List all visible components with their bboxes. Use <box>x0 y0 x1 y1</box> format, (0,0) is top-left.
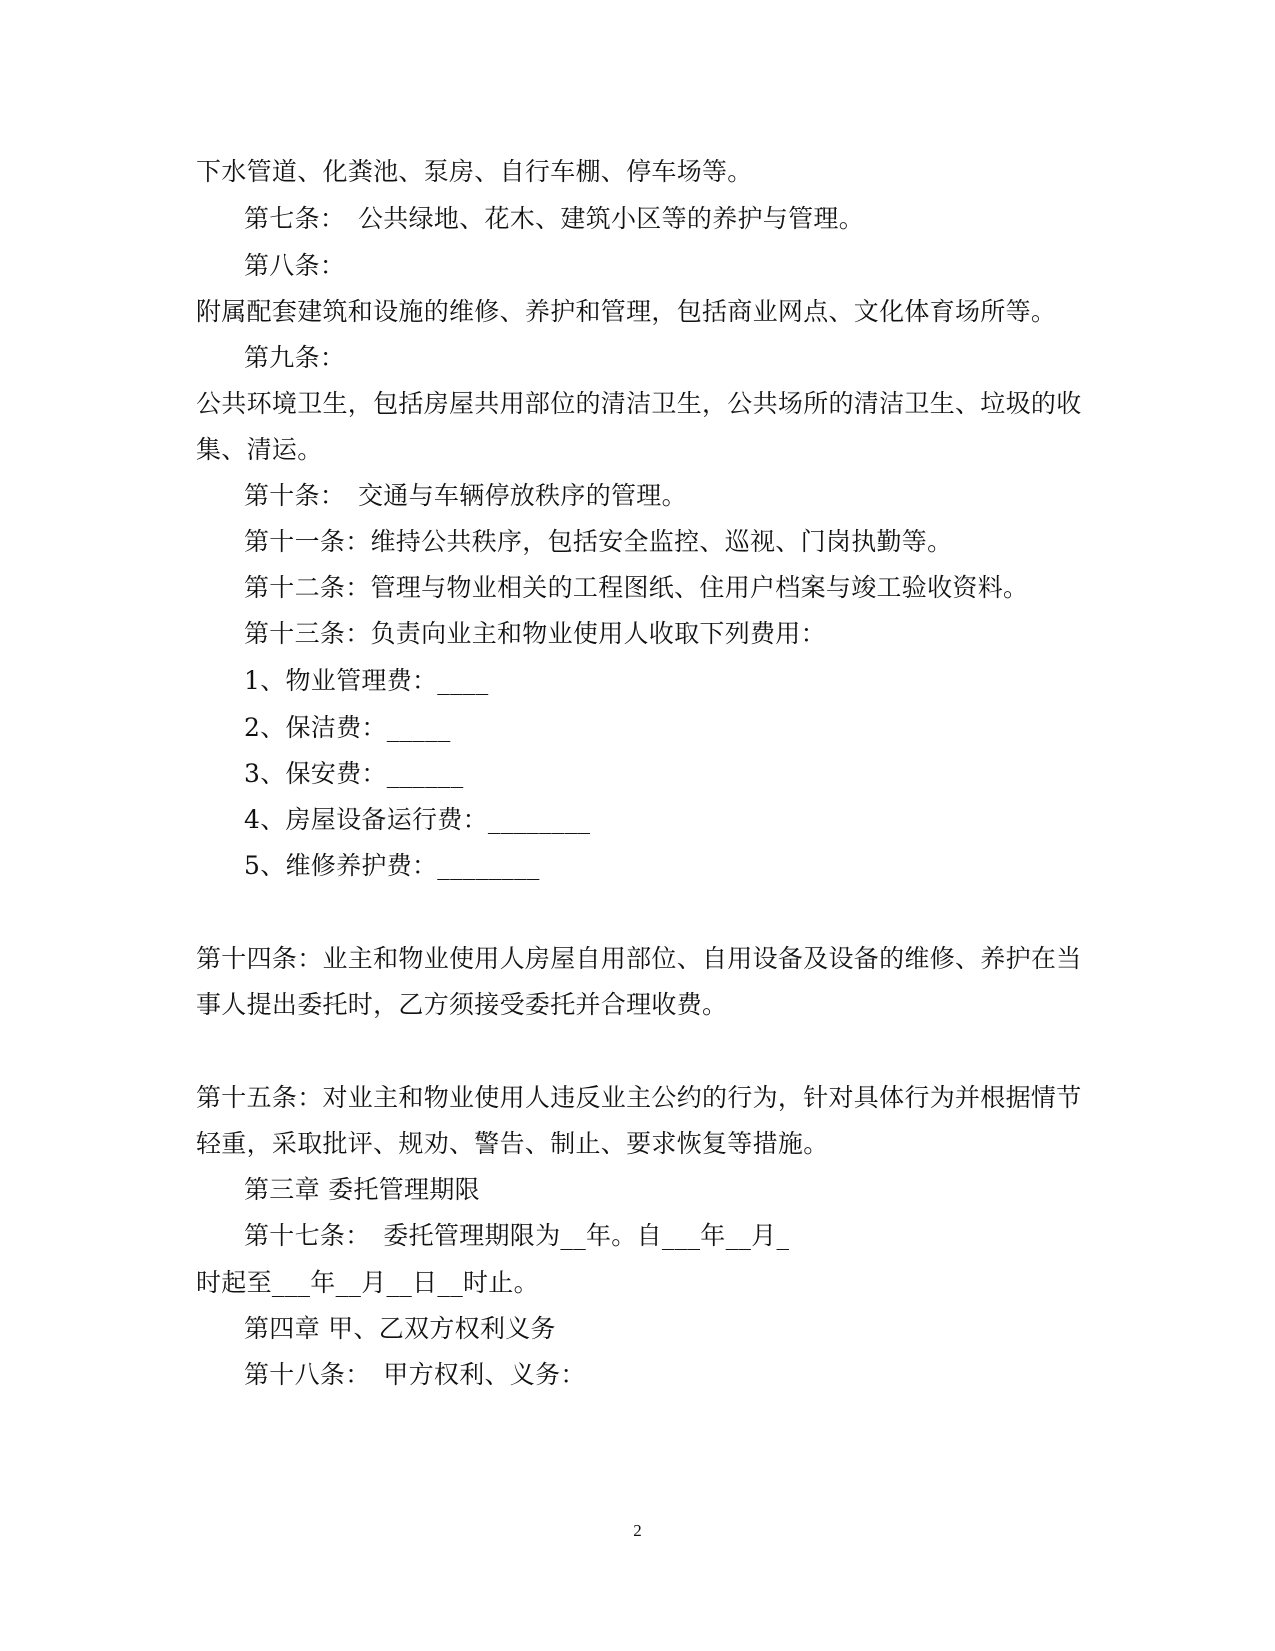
fee-item: 5、维修养护费：________ <box>244 851 540 880</box>
article-17: 第十七条： 委托管理期限为__年。自___年__月_ <box>244 1221 790 1250</box>
article-14: 第十四条：业主和物业使用人房屋自用部位、自用设备及设备的维修、养护在当 <box>196 944 1082 973</box>
page-number: 2 <box>633 1521 642 1540</box>
article-10: 第十条： 交通与车辆停放秩序的管理。 <box>244 481 687 510</box>
fee-item: 2、保洁费：_____ <box>244 713 451 742</box>
fee-item: 1、物业管理费：____ <box>244 666 489 695</box>
article-12: 第十二条：管理与物业相关的工程图纸、住用户档案与竣工验收资料。 <box>244 573 1029 602</box>
article-14-cont: 事人提出委托时，乙方须接受委托并合理收费。 <box>196 990 728 1019</box>
chapter-4-heading: 第四章 甲、乙双方权利义务 <box>244 1314 556 1343</box>
article-15-cont: 轻重，采取批评、规劝、警告、制止、要求恢复等措施。 <box>196 1129 829 1158</box>
article-17-cont: 时起至___年__月__日__时止。 <box>196 1268 539 1297</box>
article-11: 第十一条：维持公共秩序，包括安全监控、巡视、门岗执勤等。 <box>244 527 953 556</box>
article-18: 第十八条： 甲方权利、义务： <box>244 1360 586 1389</box>
article-8-text: 附属配套建筑和设施的维修、养护和管理，包括商业网点、文化体育场所等。 <box>196 297 1057 326</box>
text-line: 下水管道、化粪池、泵房、自行车棚、停车场等。 <box>196 157 753 186</box>
fee-item: 3、保安费：______ <box>244 759 464 788</box>
article-9-text: 公共环境卫生，包括房屋共用部位的清洁卫生，公共场所的清洁卫生、垃圾的收 <box>196 389 1082 418</box>
article-15: 第十五条：对业主和物业使用人违反业主公约的行为，针对具体行为并根据情节 <box>196 1083 1082 1112</box>
article-9-heading: 第九条： <box>244 343 346 372</box>
article-9-text-cont: 集、清运。 <box>196 435 323 464</box>
article-7: 第七条： 公共绿地、花木、建筑小区等的养护与管理。 <box>244 204 865 233</box>
chapter-3-heading: 第三章 委托管理期限 <box>244 1175 480 1204</box>
article-8-heading: 第八条： <box>244 251 346 280</box>
article-13: 第十三条：负责向业主和物业使用人收取下列费用： <box>244 619 826 648</box>
fee-item: 4、房屋设备运行费：________ <box>244 805 591 834</box>
